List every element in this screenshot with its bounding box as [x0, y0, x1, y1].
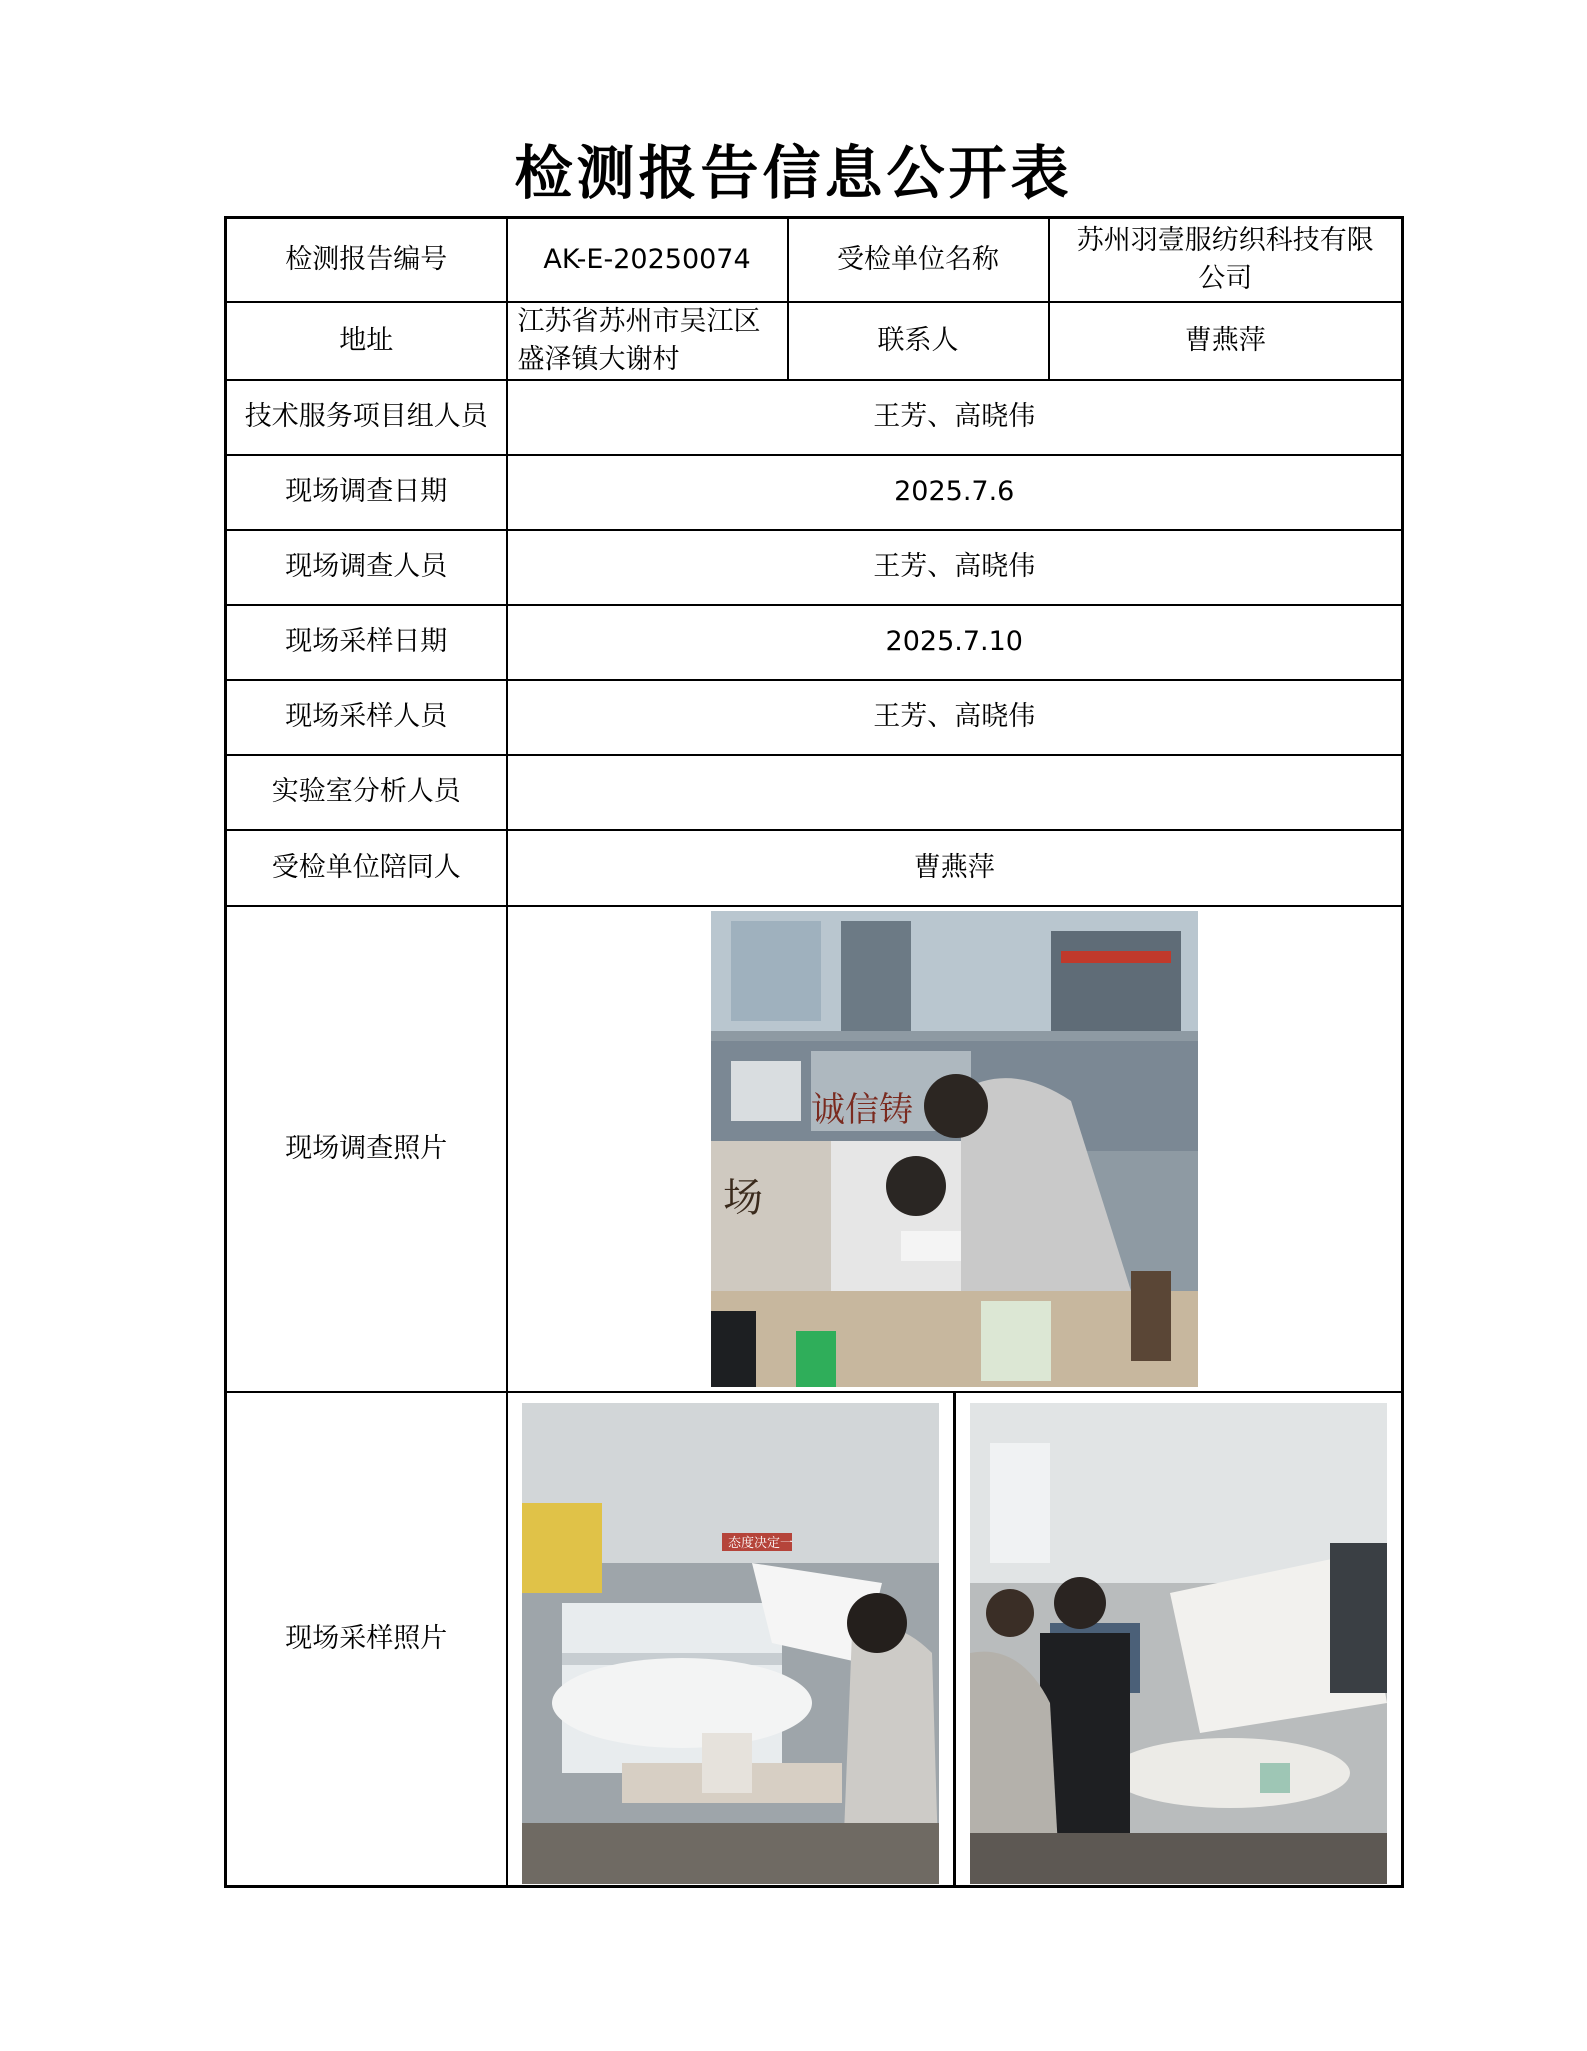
survey-staff-label: 现场调查人员 — [226, 530, 507, 605]
sample-photo-label: 现场采样照片 — [226, 1392, 507, 1887]
sample-staff-label: 现场采样人员 — [226, 680, 507, 755]
sample-photo-cell — [507, 1392, 1403, 1887]
table-row — [226, 906, 1403, 1392]
table-row — [226, 302, 1403, 380]
team-value: 王芳、高晓伟 — [507, 380, 1403, 455]
contact-label: 联系人 — [788, 302, 1049, 380]
sample-photo-1 — [522, 1403, 939, 1884]
lab-staff-value — [507, 755, 1403, 830]
sample-staff-value: 王芳、高晓伟 — [507, 680, 1403, 755]
table-row — [226, 830, 1403, 906]
table-row — [226, 1392, 1403, 1887]
table-row — [226, 755, 1403, 830]
wall-sign-2-text: 场 — [722, 1174, 763, 1221]
report-no-label: 检测报告编号 — [226, 218, 507, 302]
banner-text: 态度决定一 — [727, 1535, 793, 1551]
table-row — [226, 218, 1403, 302]
survey-date-value: 2025.7.6 — [507, 455, 1403, 530]
address-value: 江苏省苏州市吴江区盛泽镇大谢村 — [507, 302, 788, 380]
address-label: 地址 — [226, 302, 507, 380]
survey-photo — [711, 911, 1198, 1387]
table-row — [226, 680, 1403, 755]
report-info-table — [224, 216, 1404, 1888]
table-row — [226, 530, 1403, 605]
table-row — [226, 605, 1403, 680]
survey-staff-value: 王芳、高晓伟 — [507, 530, 1403, 605]
unit-name-value: 苏州羽壹服纺织科技有限公司 — [1049, 218, 1403, 302]
lab-staff-label: 实验室分析人员 — [226, 755, 507, 830]
table-row — [226, 455, 1403, 530]
sample-photo-2 — [970, 1403, 1387, 1884]
escort-label: 受检单位陪同人 — [226, 830, 507, 906]
escort-value: 曹燕萍 — [507, 830, 1403, 906]
wall-sign-text: 诚信铸 — [810, 1089, 913, 1130]
unit-name-label: 受检单位名称 — [788, 218, 1049, 302]
contact-value: 曹燕萍 — [1049, 302, 1403, 380]
table-row — [226, 380, 1403, 455]
sample-date-label: 现场采样日期 — [226, 605, 507, 680]
survey-photo-cell — [507, 906, 1403, 1392]
team-label: 技术服务项目组人员 — [226, 380, 507, 455]
page-title: 检测报告信息公开表 — [514, 139, 1073, 207]
report-no-value: AK-E-20250074 — [507, 218, 788, 302]
survey-date-label: 现场调查日期 — [226, 455, 507, 530]
sample-date-value: 2025.7.10 — [507, 605, 1403, 680]
survey-photo-label: 现场调查照片 — [226, 906, 507, 1392]
